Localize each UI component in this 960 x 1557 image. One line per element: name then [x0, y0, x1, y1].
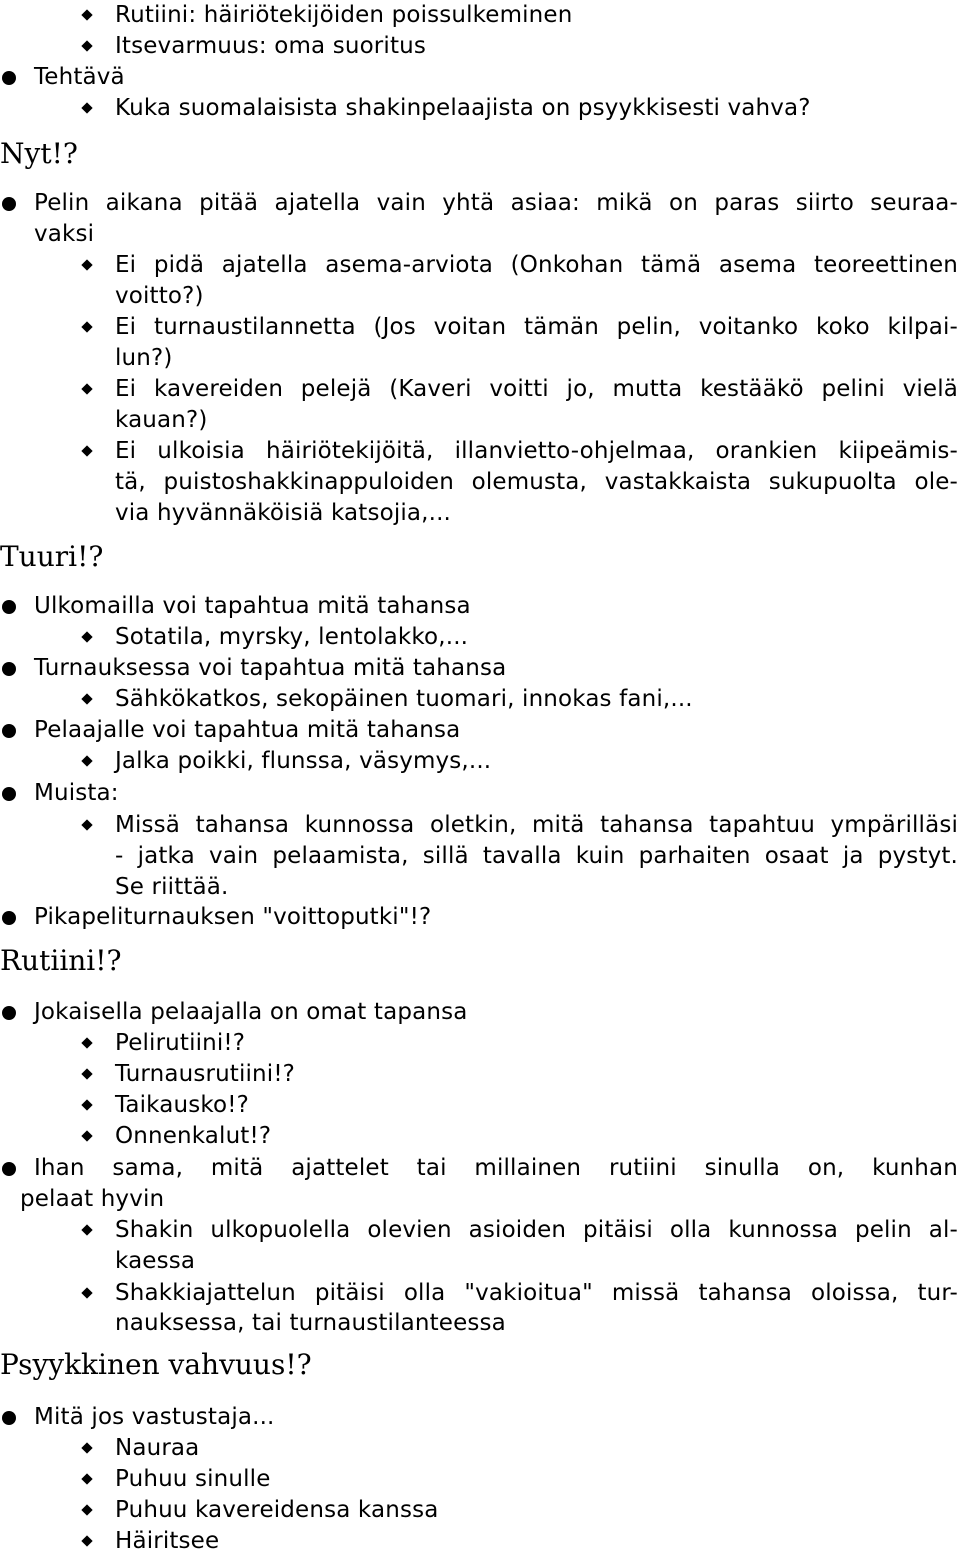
- bullet-dot-icon: [2, 197, 16, 211]
- sub-list-item: [0, 1028, 960, 1059]
- bullet-diamond-icon: [81, 1287, 92, 1298]
- sub-list-item: [0, 0, 960, 31]
- list-item-continuation: [0, 343, 960, 374]
- bullet-dot-icon: [2, 662, 16, 676]
- bullet-diamond-icon: [81, 321, 92, 332]
- bullet-dot-icon: [2, 787, 16, 801]
- bullet-diamond-icon: [81, 693, 92, 704]
- list-item-continuation: [0, 467, 960, 498]
- list-item-text: Itsevarmuus: oma suoritus: [115, 33, 426, 59]
- list-item-text: Jokaisella pelaajalla on omat tapansa: [34, 999, 468, 1025]
- list-item-text: vaksi: [34, 221, 95, 247]
- list-item-continuation: [0, 1246, 960, 1277]
- bullet-diamond-icon: [81, 819, 92, 830]
- sub-list-item: [0, 1121, 960, 1152]
- section-heading: Tuuri!?: [0, 540, 104, 573]
- list-item-text: Pelaajalle voi tapahtua mitä tahansa: [34, 717, 461, 743]
- sub-list-item: [0, 1090, 960, 1121]
- list-item-continuation: [0, 1308, 960, 1339]
- bullet-diamond-icon: [81, 9, 92, 20]
- list-item-text: Tehtävä: [34, 64, 125, 90]
- list-item: [0, 715, 960, 746]
- bullet-diamond-icon: [81, 383, 92, 394]
- list-item-text: Taikausko!?: [115, 1092, 249, 1118]
- list-item-text: Kuka suomalaisista shakinpelaajista on psyykkisesti vahva?: [115, 95, 811, 121]
- bullet-diamond-icon: [81, 259, 92, 270]
- list-item-continuation: [0, 405, 960, 436]
- sub-list-item: [0, 31, 960, 62]
- sub-list-item: [0, 1495, 960, 1526]
- bullet-diamond-icon: [81, 1099, 92, 1110]
- list-item-text: nauksessa, tai turnaustilanteessa: [115, 1310, 506, 1336]
- list-item-text: Mitä jos vastustaja...: [34, 1404, 275, 1430]
- list-item-text: Rutiini: häiriötekijöiden poissulkeminen: [115, 2, 573, 28]
- bullet-diamond-icon: [81, 1504, 92, 1515]
- sub-list-item: [0, 1278, 960, 1309]
- list-item-text: lun?): [115, 345, 173, 371]
- bullet-diamond-icon: [81, 445, 92, 456]
- list-item-text: Turnauksessa voi tapahtua mitä tahansa: [34, 655, 507, 681]
- list-item-text: Pelin aikana pitää ajatella vain yhtä asiaa: mikä on paras siirto seuraa-: [34, 190, 958, 216]
- list-item-text: Häiritsee: [115, 1528, 220, 1554]
- bullet-diamond-icon: [81, 631, 92, 642]
- list-item: [0, 1402, 960, 1433]
- list-item-text: Pikapeliturnauksen "voittoputki"!?: [34, 904, 432, 930]
- list-item-text: Missä tahansa kunnossa oletkin, mitä tahansa tapahtuu ympärilläsi: [115, 812, 958, 838]
- list-item-text: Turnausrutiini!?: [115, 1061, 296, 1087]
- list-item-continuation: [0, 841, 960, 872]
- list-item-text: Sotatila, myrsky, lentolakko,...: [115, 624, 469, 650]
- list-item: [0, 778, 960, 809]
- list-item-text: Shakkiajattelun pitäisi olla "vakioitua" missä tahansa oloissa, tur-: [115, 1280, 958, 1306]
- list-item: [0, 902, 960, 933]
- sub-list-item: [0, 746, 960, 777]
- list-item-continuation: [0, 219, 960, 250]
- list-item-text: Ei ulkoisia häiriötekijöitä, illanvietto-ohjelmaa, orankien kiipeämis-: [115, 438, 958, 464]
- section-heading: Psyykkinen vahvuus!?: [0, 1348, 312, 1381]
- list-item-continuation: [0, 872, 960, 903]
- list-item-text: Puhuu sinulle: [115, 1466, 271, 1492]
- sub-list-item: [0, 436, 960, 467]
- list-item-text: Muista:: [34, 780, 119, 806]
- bullet-diamond-icon: [81, 1224, 92, 1235]
- list-item-text: Ei pidä ajatella asema-arviota (Onkohan tämä asema teoreettinen: [115, 252, 958, 278]
- bullet-dot-icon: [2, 71, 16, 85]
- list-item-text: Ei kavereiden pelejä (Kaveri voitti jo, mutta kestääkö pelini vielä: [115, 376, 958, 402]
- list-item-text: tä, puistoshakkinappuloiden olemusta, vastakkaista sukupuolta ole-: [115, 469, 958, 495]
- list-item-continuation: [0, 498, 960, 529]
- bullet-diamond-icon: [81, 1037, 92, 1048]
- list-item-text: Puhuu kavereidensa kanssa: [115, 1497, 439, 1523]
- list-item-text: pelaat hyvin: [20, 1186, 165, 1212]
- bullet-dot-icon: [2, 1162, 16, 1176]
- list-item: [0, 1153, 960, 1184]
- sub-list-item: [0, 93, 960, 124]
- section-heading: Rutiini!?: [0, 944, 122, 977]
- list-item-text: Shakin ulkopuolella olevien asioiden pitäisi olla kunnossa pelin al-: [115, 1217, 958, 1243]
- bullet-diamond-icon: [81, 1442, 92, 1453]
- list-item-text: Ei turnaustilannetta (Jos voitan tämän pelin, voitanko koko kilpai-: [115, 314, 958, 340]
- list-item-text: kauan?): [115, 407, 208, 433]
- list-item: [0, 62, 960, 93]
- bullet-dot-icon: [2, 724, 16, 738]
- bullet-diamond-icon: [81, 1535, 92, 1546]
- list-item-text: Pelirutiini!?: [115, 1030, 246, 1056]
- sub-list-item: [0, 810, 960, 841]
- bullet-diamond-icon: [81, 40, 92, 51]
- list-item-text: Nauraa: [115, 1435, 200, 1461]
- bullet-diamond-icon: [81, 1130, 92, 1141]
- bullet-diamond-icon: [81, 1473, 92, 1484]
- sub-list-item: [0, 374, 960, 405]
- bullet-dot-icon: [2, 600, 16, 614]
- list-item-text: Ihan sama, mitä ajattelet tai millainen rutiini sinulla on, kunhan: [34, 1155, 958, 1181]
- bullet-diamond-icon: [81, 755, 92, 766]
- section-heading: Nyt!?: [0, 137, 78, 170]
- sub-list-item: [0, 312, 960, 343]
- list-item-text: Ulkomailla voi tapahtua mitä tahansa: [34, 593, 471, 619]
- bullet-dot-icon: [2, 1006, 16, 1020]
- sub-list-item: [0, 250, 960, 281]
- list-item-text: Se riittää.: [115, 874, 229, 900]
- sub-list-item: [0, 1059, 960, 1090]
- sub-list-item: [0, 1526, 960, 1557]
- list-item-text: Onnenkalut!?: [115, 1123, 272, 1149]
- list-item-text: Sähkökatkos, sekopäinen tuomari, innokas fani,...: [115, 686, 693, 712]
- list-item-text: via hyvännäköisiä katsojia,...: [115, 500, 451, 526]
- sub-list-item: [0, 1215, 960, 1246]
- sub-list-item: [0, 1464, 960, 1495]
- sub-list-item: [0, 622, 960, 653]
- list-item: [0, 997, 960, 1028]
- list-item: [0, 188, 960, 219]
- bullet-dot-icon: [2, 1411, 16, 1425]
- list-item-continuation: [0, 1184, 960, 1215]
- bullet-dot-icon: [2, 911, 16, 925]
- sub-list-item: [0, 684, 960, 715]
- bullet-diamond-icon: [81, 102, 92, 113]
- list-item: [0, 591, 960, 622]
- list-item: [0, 653, 960, 684]
- list-item-text: kaessa: [115, 1248, 196, 1274]
- list-item-text: voitto?): [115, 283, 204, 309]
- list-item-text: - jatka vain pelaamista, sillä tavalla kuin parhaiten osaat ja pystyt.: [115, 843, 958, 869]
- list-item-continuation: [0, 281, 960, 312]
- bullet-diamond-icon: [81, 1068, 92, 1079]
- list-item-text: Jalka poikki, flunssa, väsymys,...: [115, 748, 492, 774]
- sub-list-item: [0, 1433, 960, 1464]
